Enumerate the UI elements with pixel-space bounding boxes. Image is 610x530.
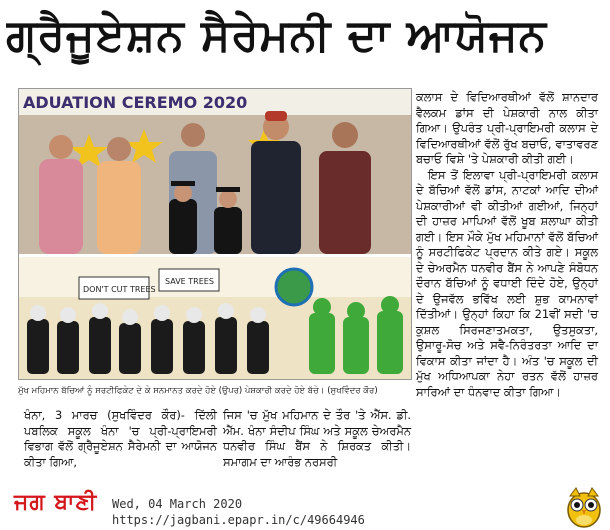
footer — [0, 482, 610, 530]
banner-text: ADUATION CEREMO 2020 — [23, 93, 248, 112]
photo-illustration — [19, 89, 411, 379]
headline: ਗ੍ਰੈਜੂਏਸ਼ਨ ਸੈਰੇਮਨੀ ਦਾ ਆਯੋਜਨ — [6, 10, 548, 61]
article-bottom-column-1 — [24, 408, 217, 470]
article-photo — [18, 88, 412, 380]
edition-url[interactable]: https://jagbani.epapr.in/c/49664946 — [112, 513, 365, 527]
article-paragraph: ਜਿਸ 'ਚ ਮੁੱਖ ਮਹਿਮਾਨ ਦੇ ਤੌਰ 'ਤੇ ਐੱਸ. ਡੀ. ਐੱਮ. ਖੰਨਾ ਸੰਦੀਪ ਸਿੰਘ ਅਤੇ ਸਕੂਲ ਚੇਅਰਮੈਨ ਧਨਵੀਰ ਸਿੰਘ ਬੈਂਸ ਨੇ ਸ਼ਿਰਕਤ ਕੀਤੀ। ਸਮਾਗਮ ਦਾ ਆਰੰਭ ਨਰਸਰੀ — [223, 408, 411, 469]
article-right-column — [416, 90, 598, 400]
edition-meta — [112, 496, 365, 528]
sign-text: SAVE TREES — [165, 277, 214, 286]
brand-logo: ਜਗ ਬਾਣੀ — [14, 490, 98, 515]
sign-text: DON'T CUT TREES — [83, 285, 156, 294]
article-paragraph: ਇਸ ਤੋਂ ਇਲਾਵਾ ਪ੍ਰੀ-ਪ੍ਰਾਇਮਰੀ ਕਲਾਸ ਦੇ ਬੱਚਿਆਂ ਵੱਲੋਂ ਡਾਂਸ, ਨਾਟਕਾਂ ਆਦਿ ਦੀਆਂ ਪੇਸ਼ਕਾਰੀਆਂ ਵੀ ਕੀਤੀਆਂ ਗਈਆਂ, ਜਿਨ੍ਹਾਂ ਦੀ ਹਾਜ਼ਰ ਮਾਪਿਆਂ ਵੱਲੋਂ ਖੂਬ ਸ਼ਲਾਘਾ ਕੀਤੀ ਗਈ। ਇਸ ਮੌਕੇ ਮੁੱਖ ਮਹਿਮਾਨਾਂ ਵੱਲੋਂ ਬੱਚਿਆਂ ਨੂੰ ਸਰਟੀਫਿਕੇਟ ਪ੍ਰਦਾਨ ਕੀਤੇ ਗਏ। ਸਕੂਲ ਦੇ ਚੇਅਰਮੈਨ ਧਨਵੀਰ ਬੈਂਸ ਨੇ ਆਪਣੇ ਸੰਬੋਧਨ ਦੌਰਾਨ ਬੱਚਿਆਂ ਨੂੰ ਵਧਾਈ ਦਿੰਦੇ ਹੋਏ, ਉਨ੍ਹਾਂ ਦੇ ਉਜਵੱਲ ਭਵਿੱਖ ਲਈ ਸ਼ੁਭ ਕਾਮਨਾਵਾਂ ਦਿੱਤੀਆਂ। ਉਨ੍ਹਾਂ ਕਿਹਾ ਕਿ 21ਵੀਂ ਸਦੀ 'ਚ ਕੁਸ਼ਲ ਸਿਰਜਣਾਤਮਕਤਾ, ਉਤਸੁਕਤਾ, ਉਸਾਰੂ-ਸੋਚ ਅਤੇ ਸਵੈ-ਨਿਰੰਤਰਤਾ ਆਦਿ ਦਾ ਵਿਕਾਸ ਕੀਤਾ ਜਾਂਦਾ ਹੈ। ਅੰਤ 'ਚ ਸਕੂਲ ਦੀ ਮੁੱਖ ਅਧਿਆਪਕਾ ਨੇਹਾ ਰਤਨ ਵੱਲੋਂ ਹਾਜ਼ਰ ਸਾਰਿਆਂ ਦਾ ਧੰਨਵਾਦ ਕੀਤਾ ਗਿਆ। — [416, 167, 598, 399]
edition-date: Wed, 04 March 2020 — [112, 497, 243, 511]
article-bottom-column-2 — [223, 408, 411, 470]
photo-caption: ਮੁੱਖ ਮਹਿਮਾਨ ਬੱਚਿਆਂ ਨੂੰ ਸਰਟੀਫਿਕੇਟ ਦੇ ਕੇ ਸਨਮਾਨਤ ਕਰਦੇ ਹੋਏ (ਉਪਰ) ਪੇਸ਼ਕਾਰੀ ਕਰਦੇ ਹੋਏ ਬੱਚੇ। (ਸੁਖਵਿੰਦਰ ਕੌਰ) — [18, 386, 378, 396]
article-paragraph: ਕਲਾਸ ਦੇ ਵਿਦਿਆਰਥੀਆਂ ਵੱਲੋਂ ਸ਼ਾਨਦਾਰ ਵੈਲਕਮ ਡਾਂਸ ਦੀ ਪੇਸ਼ਕਾਰੀ ਨਾਲ ਕੀਤਾ ਗਿਆ। ਉਪਰੰਤ ਪ੍ਰੀ-ਪ੍ਰਾਇਮਰੀ ਕਲਾਸ ਦੇ ਵਿਦਿਆਰਥੀਆਂ ਵੱਲੋਂ ਰੁੱਖ ਬਚਾਓ, ਵਾਤਾਵਰਣ ਬਚਾਓ ਵਿਸ਼ੇ 'ਤੇ ਪੇਸ਼ਕਾਰੀ ਕੀਤੀ ਗਈ। — [416, 90, 598, 166]
owl-mascot-icon — [564, 486, 604, 528]
article-dateline-paragraph: ਖੰਨਾ, 3 ਮਾਰਚ (ਸੁਖਵਿੰਦਰ ਕੌਰ)- ਦਿੱਲੀ ਪਬਲਿਕ ਸਕੂਲ ਖੰਨਾ 'ਚ ਪ੍ਰੀ-ਪ੍ਰਾਇਮਰੀ ਵਿਭਾਗ ਵੱਲੋਂ ਗ੍ਰੈਜੂਏਸ਼ਨ ਸੈਰੇਮਨੀ ਦਾ ਆਯੋਜਨ ਕੀਤਾ ਗਿਆ, — [24, 408, 217, 469]
